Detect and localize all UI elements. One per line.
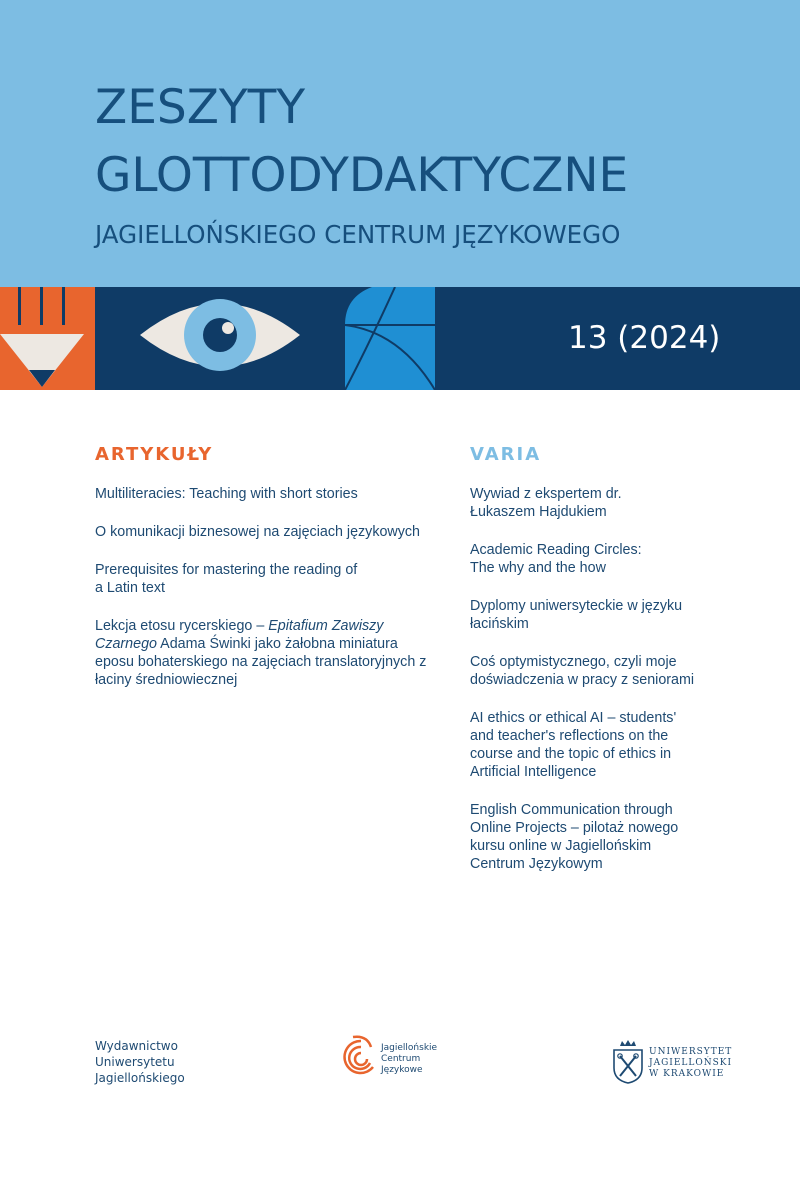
- issue-number: 13 (2024): [568, 320, 721, 356]
- article-title: Multiliteracies: Teaching with short stories: [95, 486, 358, 502]
- varia-item-1[interactable]: [470, 485, 645, 521]
- uj-logo: [611, 1038, 731, 1088]
- spiral-icon: [343, 1035, 379, 1085]
- jcj-line: Centrum: [381, 1054, 421, 1064]
- article-title-part2: Adama Świnki jako żałobna miniatura eposu bohaterskiego na zajęciach translatoryjnych z łaciny średniowiecznej: [95, 636, 427, 688]
- uj-name: [649, 1047, 732, 1080]
- article-item-2[interactable]: [95, 523, 435, 541]
- varia-title: Wywiad z ekspertem dr. Łukaszem Hajdukiem: [470, 486, 622, 520]
- article-title: Prerequisites for mastering the reading of a Latin text: [95, 562, 358, 596]
- publisher-line: Uniwersytetu: [95, 1055, 175, 1069]
- varia-item-2[interactable]: [470, 541, 655, 577]
- jcj-line: Jagiellońskie: [381, 1043, 438, 1053]
- article-title-part1: Lekcja etosu rycerskiego –: [95, 618, 269, 634]
- article-item-1[interactable]: [95, 485, 435, 503]
- varia-item-6[interactable]: [470, 801, 705, 873]
- varia-title: Dyplomy uniwersyteckie w języku łacińskim: [470, 598, 683, 632]
- varia-title: Coś optymistycznego, czyli moje doświadczenia w pracy z seniorami: [470, 654, 695, 688]
- uj-line: UNIWERSYTET: [649, 1047, 733, 1057]
- jcj-name: [381, 1043, 437, 1076]
- uj-line: JAGIELLOŃSKI: [649, 1058, 733, 1068]
- article-item-3[interactable]: [95, 561, 365, 597]
- varia-list: [470, 485, 740, 893]
- varia-title: Academic Reading Circles: The why and the how: [470, 542, 642, 576]
- articles-heading: ARTYKUŁY: [95, 444, 214, 465]
- publisher-line: Jagiellońskiego: [95, 1071, 185, 1085]
- uj-line: W KRAKOWIE: [649, 1069, 725, 1079]
- article-title: O komunikacji biznesowej na zajęciach językowych: [95, 524, 421, 540]
- eye-icon: [95, 287, 345, 390]
- articles-list: [95, 485, 435, 709]
- journal-title-line1: ZESZYTY: [95, 80, 306, 135]
- journal-title-line2: GLOTTODYDAKTYCZNE: [95, 148, 629, 203]
- journal-subtitle: JAGIELLOŃSKIEGO CENTRUM JĘZYKOWEGO: [95, 220, 621, 249]
- publisher-line: Wydawnictwo: [95, 1039, 178, 1053]
- varia-item-4[interactable]: [470, 653, 730, 689]
- varia-title: AI ethics or ethical AI – students' and teacher's reflections on the course and the topic of ethics in Artificial Intelligence: [470, 710, 677, 780]
- pencil-icon: [0, 287, 95, 390]
- varia-item-5[interactable]: [470, 709, 695, 781]
- jcj-logo: [343, 1035, 453, 1085]
- varia-item-3[interactable]: [470, 597, 720, 633]
- jcj-line: Językowe: [381, 1065, 423, 1075]
- varia-title: English Communication through Online Projects – pilotaż nowego kursu online w Jagiellońskim Centrum Językowym: [470, 802, 679, 872]
- crest-icon: [611, 1038, 645, 1084]
- article-item-4[interactable]: [95, 617, 435, 689]
- publisher-logo: [95, 1038, 185, 1086]
- varia-heading: VARIA: [470, 444, 542, 465]
- globe-icon: [345, 287, 460, 390]
- article-title-italic: Epitafium Zawiszy Czarnego: [95, 618, 384, 652]
